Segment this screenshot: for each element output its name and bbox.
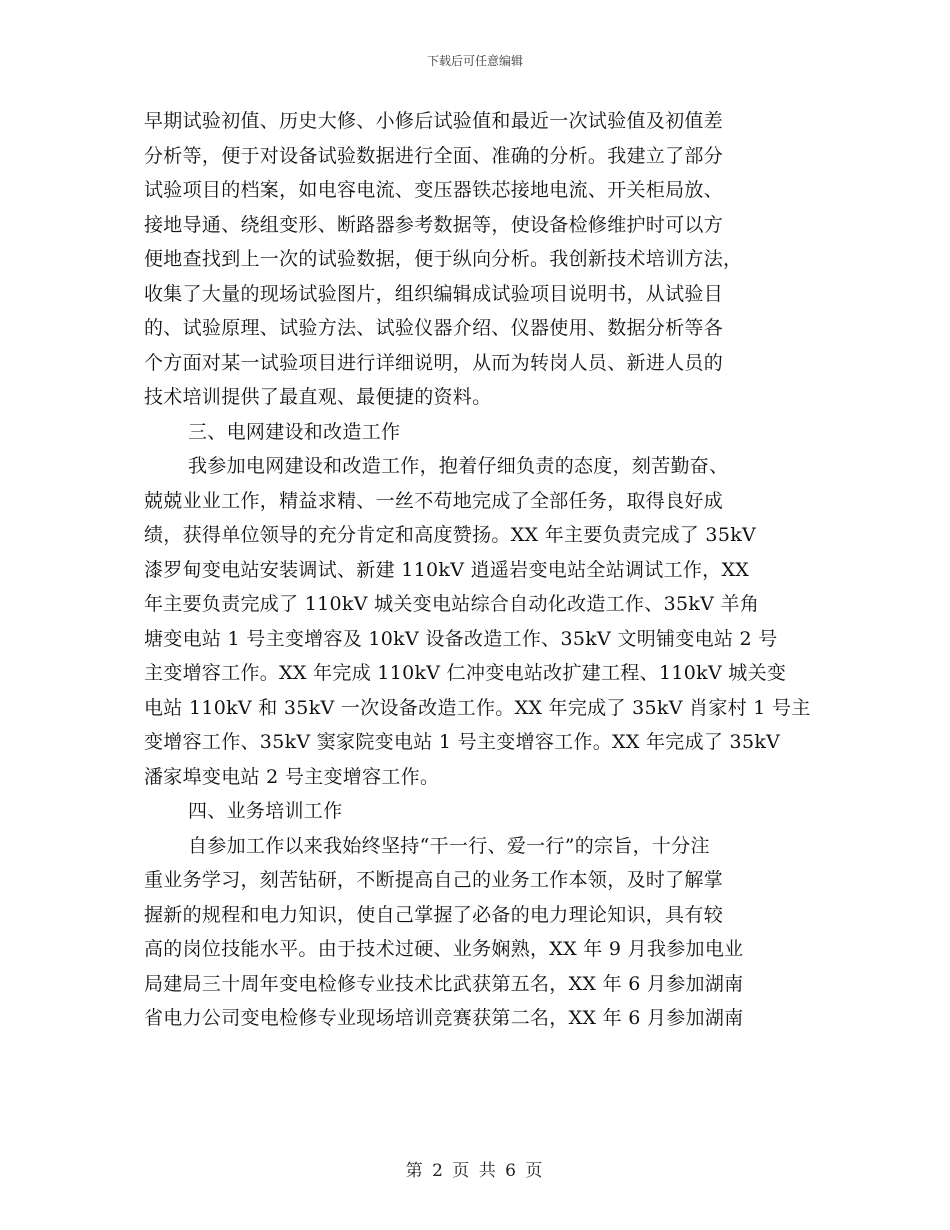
paragraph-line: 收集了大量的现场试验图片，组织编辑成试验项目说明书，从试验目: [144, 282, 724, 305]
paragraph-line: 兢兢业业工作，精益求精、一丝不苟地完成了全部任务，取得良好成: [144, 489, 724, 512]
paragraph-line: 年主要负责完成了 110kV 城关变电站综合自动化改造工作、35kV 羊角: [144, 593, 760, 615]
document-body: [144, 104, 816, 1036]
paragraph-line: 重业务学习，刻苦钻研，不断提高自己的业务工作本领，及时了解掌: [144, 869, 724, 891]
paragraph-line: 握新的规程和电力知识，使自己掌握了必备的电力理论知识，具有较: [144, 903, 724, 926]
paragraph-line: 早期试验初值、历史大修、小修后试验值和最近一次试验值及初值差: [144, 110, 724, 132]
paragraph-line: 局建局三十周年变电检修专业技术比武获第五名，XX 年 6 月参加湖南: [144, 972, 744, 995]
paragraph-line: 变增容工作、35kV 窦家院变电站 1 号主变增容工作。XX 年完成了 35kV: [144, 731, 781, 753]
paragraph-line: 我参加电网建设和改造工作，抱着仔细负责的态度，刻苦勤奋、: [188, 455, 729, 477]
paragraph-line: 绩，获得单位领导的充分肯定和高度赞扬。XX 年主要负责完成了 35kV: [144, 524, 757, 546]
paragraph-line: 个方面对某一试验项目进行详细说明，从而为转岗人员、新进人员的: [144, 351, 724, 374]
paragraph-line: 潘家埠变电站 2 号主变增容工作。: [144, 765, 440, 788]
paragraph-line: 主变增容工作。XX 年完成 110kV 仁冲变电站改扩建工程、110kV 城关变: [144, 662, 787, 684]
section-heading: 三、电网建设和改造工作: [188, 420, 401, 443]
paragraph-line: 电站 110kV 和 35kV 一次设备改造工作。XX 年完成了 35kV 肖家村 1 号主: [144, 696, 811, 719]
paragraph-line: 塘变电站 1 号主变增容及 10kV 设备改造工作、35kV 文明铺变电站 2 号: [144, 627, 778, 650]
paragraph-line: 技术培训提供了最直观、最便捷的资料。: [144, 386, 492, 408]
page-header: 下载后可任意编辑: [426, 54, 523, 68]
paragraph-line: 省电力公司变电检修专业现场培训竞赛获第二名，XX 年 6 月参加湖南: [144, 1007, 744, 1029]
paragraph-line: 高的岗位技能水平。由于技术过硬、业务娴熟，XX 年 9 月我参加电业: [144, 938, 744, 960]
paragraph-line: 的、试验原理、试验方法、试验仪器介绍、仪器使用、数据分析等各: [144, 317, 724, 339]
paragraph-line: 接地导通、绕组变形、断路器参考数据等，使设备检修维护时可以方: [144, 213, 724, 236]
paragraph-line: 自参加工作以来我始终坚持“干一行、爱一行”的宗旨，十分注: [188, 834, 710, 857]
page-footer: 第 2 页 共 6 页: [405, 1161, 545, 1181]
paragraph-line: 便地查找到上一次的试验数据，便于纵向分析。我创新技术培训方法，: [144, 248, 743, 270]
paragraph-line: 分析等，便于对设备试验数据进行全面、准确的分析。我建立了部分: [144, 144, 724, 167]
paragraph-line: 试验项目的档案，如电容电流、变压器铁芯接地电流、开关柜局放、: [144, 179, 724, 201]
section-heading: 四、业务培训工作: [188, 800, 343, 822]
paragraph-line: 漆罗甸变电站安装调试、新建 110kV 逍遥岩变电站全站调试工作，XX: [144, 558, 750, 581]
